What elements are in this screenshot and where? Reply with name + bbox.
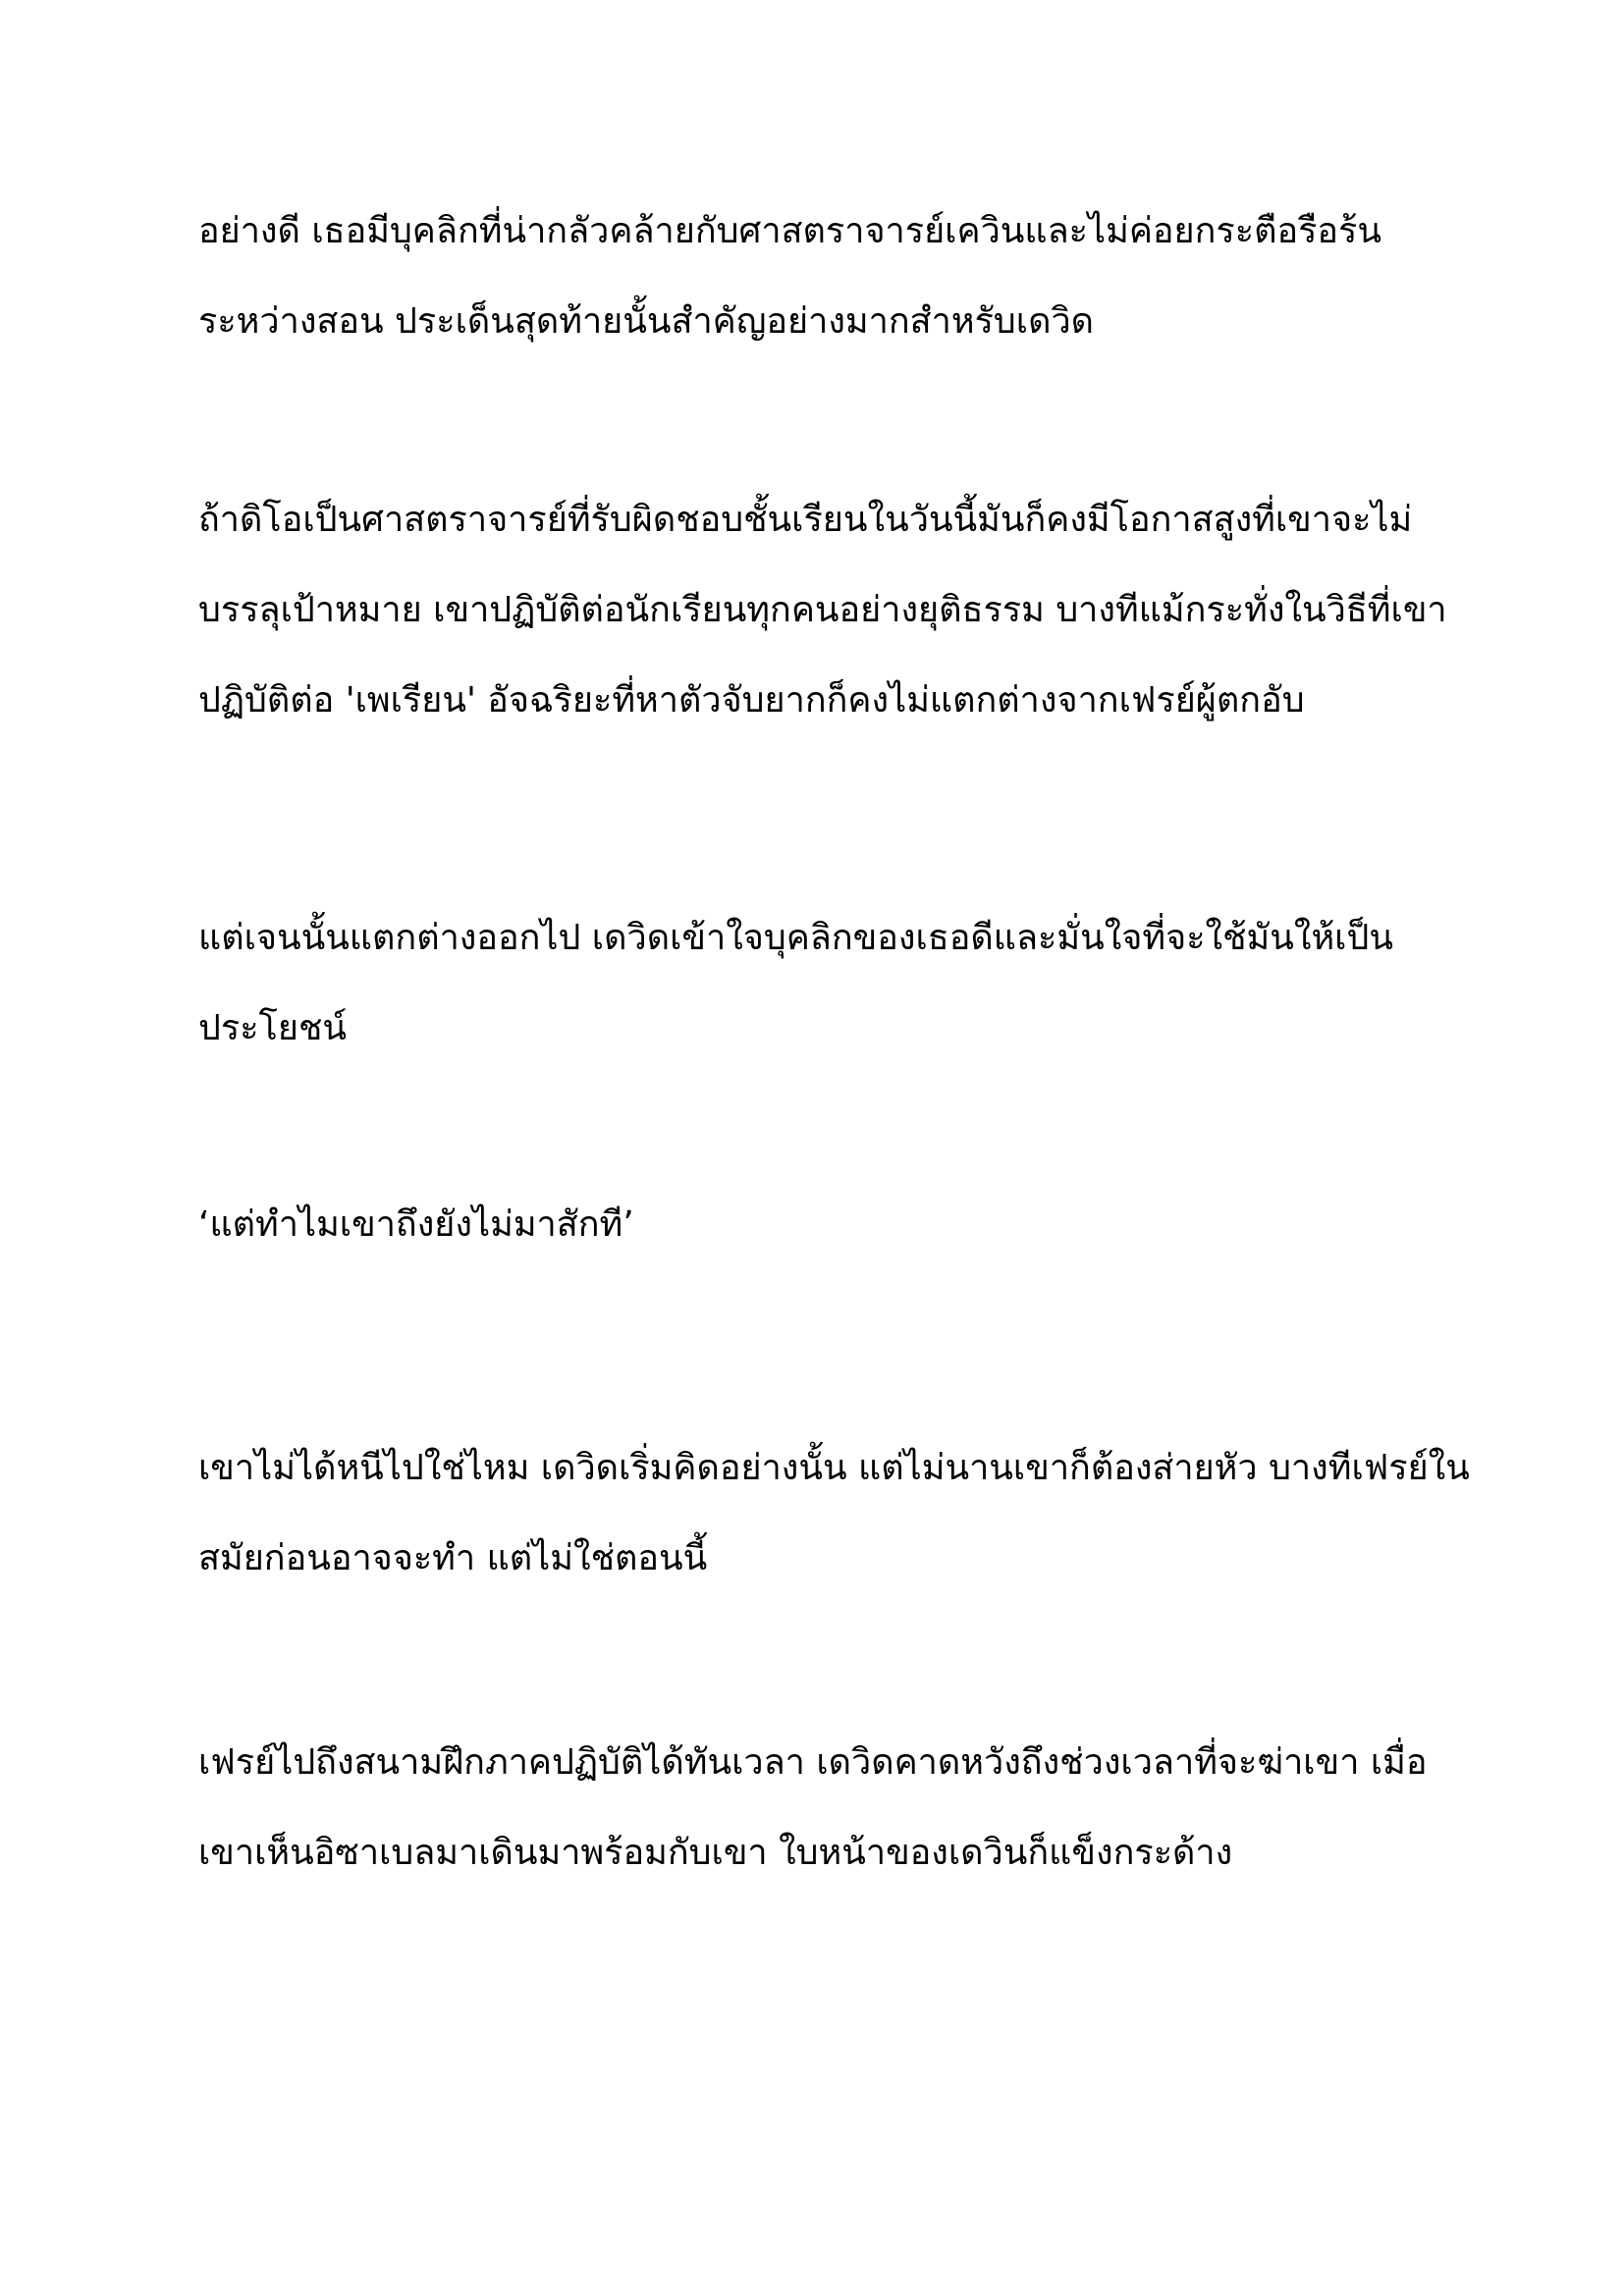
paragraph-5-line-1: เขาไม่ได้หนีไปใช่ไหม เดวิดเริ่มคิดอย่างนั้น แต่ไม่นานเขาก็ต้องส่ายหัว บางทีเฟรย์ใน [198,1448,1470,1488]
paragraph-1-line-1: อย่างดี เธอมีบุคลิกที่น่ากลัวคล้ายกับศาสตราจารย์เควินและไม่ค่อยกระตือรือร้น [198,211,1381,251]
paragraph-1-line-2: ระหว่างสอน ประเด็นสุดท้ายนั้นสำคัญอย่างมากสำหรับเดวิด [198,301,1095,342]
paragraph-4-line-1: ‘แต่ทำไมเขาถึงยังไม่มาสักที’ [198,1204,634,1245]
paragraph-6-line-2: เขาเห็นอิซาเบลมาเดินมาพร้อมกับเขา ใบหน้าของเดวินก็แข็งกระด้าง [198,1833,1233,1873]
paragraph-2-line-1: ถ้าดิโอเป็นศาสตราจารย์ที่รับผิดชอบชั้นเรียนในวันนี้มันก็คงมีโอกาสสูงที่เขาจะไม่ [198,500,1413,540]
paragraph-3-line-2: ประโยชน์ [198,1008,347,1048]
paragraph-6-line-1: เฟรย์ไปถึงสนามฝึกภาคปฏิบัติได้ทันเวลา เดวิดคาดหวังถึงช่วงเวลาที่จะฆ่าเขา เมื่อ [198,1742,1428,1783]
paragraph-5-line-2: สมัยก่อนอาจจะทำ แต่ไม่ใช่ตอนนี้ [198,1538,708,1578]
paragraph-4 [198,1180,1445,1270]
paragraph-3-line-1: แต่เจนนั้นแตกต่างออกไป เดวิดเข้าใจบุคลิกของเธอดีและมั่นใจที่จะใช้มันให้เป็น [198,918,1393,958]
paragraph-3 [198,893,1445,1074]
paragraph-6 [198,1718,1445,1898]
paragraph-1 [198,187,1445,367]
paragraph-2-line-3: ปฏิบัติต่อ 'เพเรียน' อัจฉริยะที่หาตัวจับยากก็คงไม่แตกต่างจากเฟรย์ผู้ตกอับ [198,680,1305,721]
paragraph-2-line-2: บรรลุเป้าหมาย เขาปฏิบัติต่อนักเรียนทุกคนอย่างยุติธรรม บางทีแม้กระทั่งในวิธีที่เขา [198,590,1447,630]
paragraph-5 [198,1423,1470,1604]
paragraph-2 [198,475,1445,746]
